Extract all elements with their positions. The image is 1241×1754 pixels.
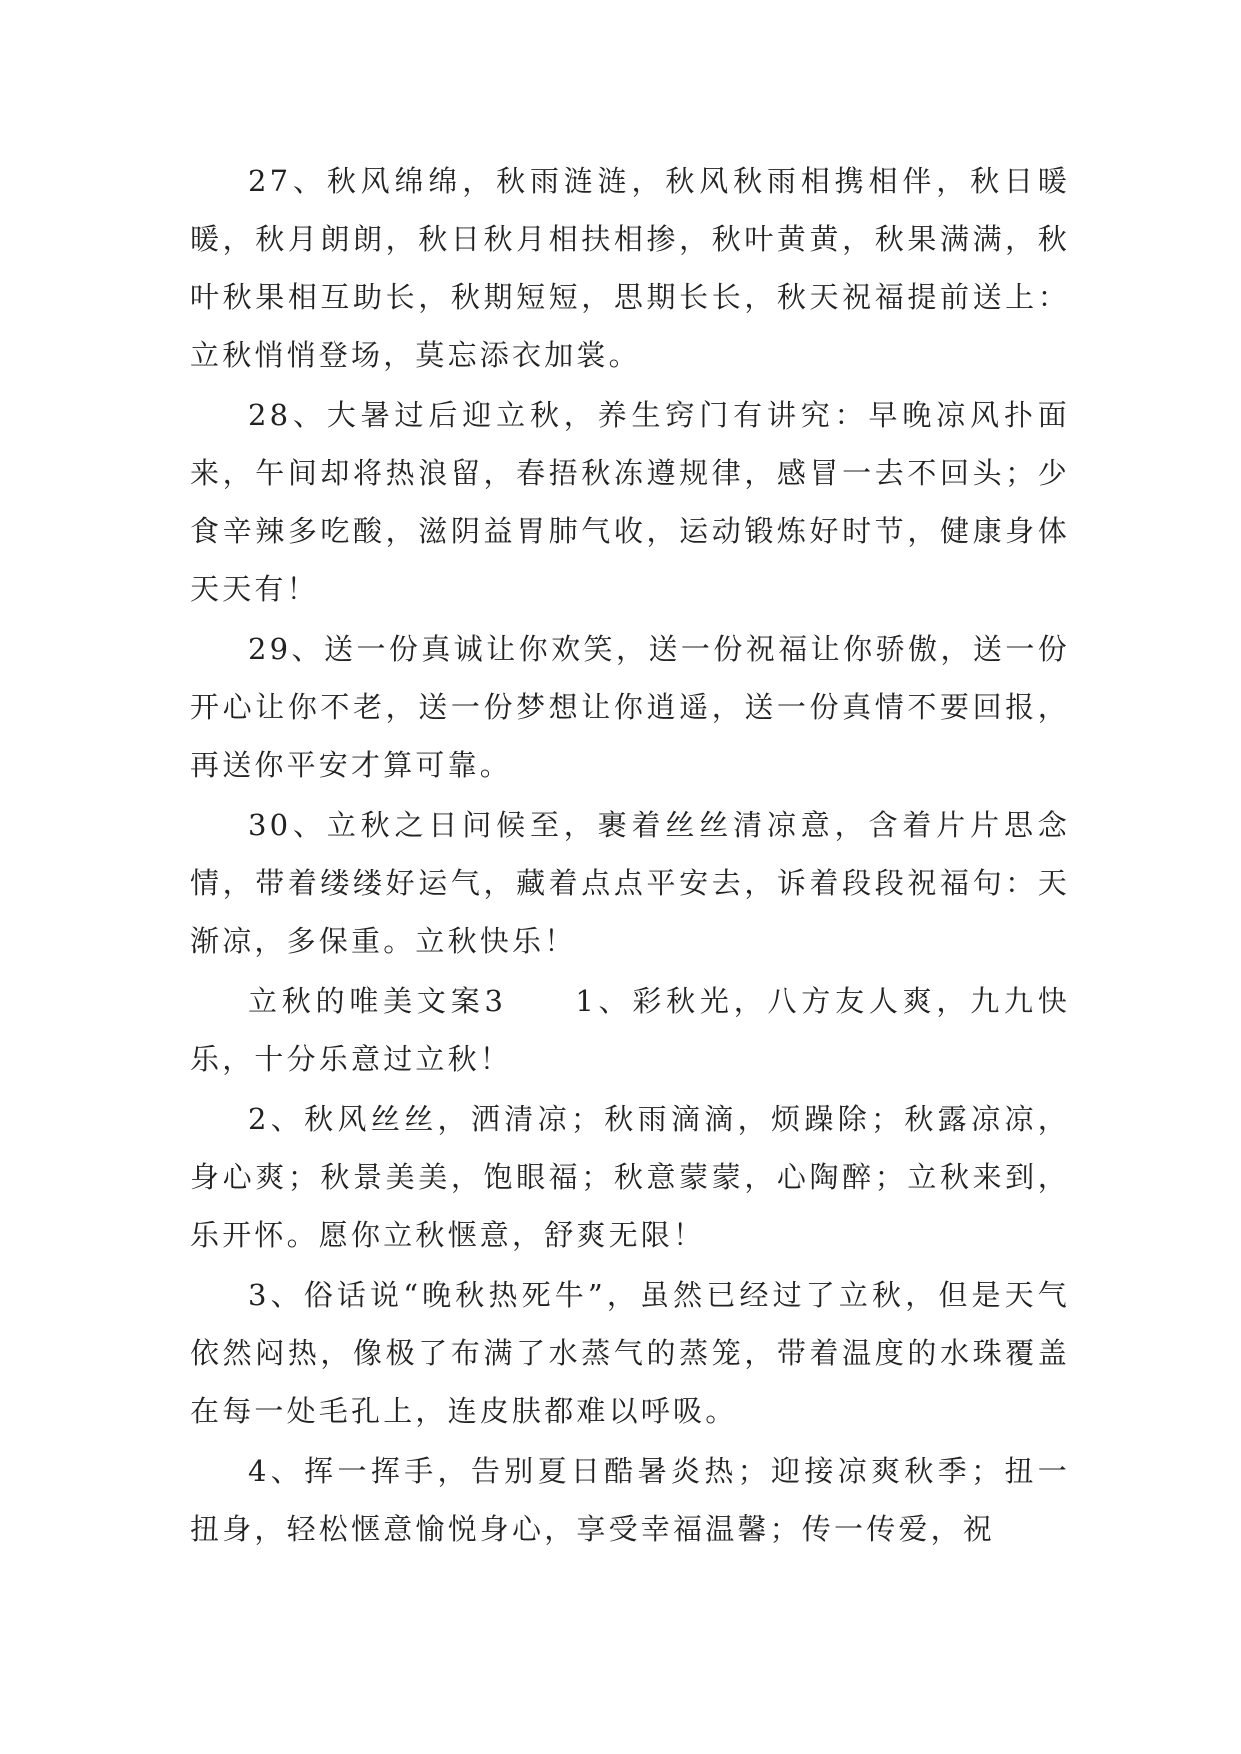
- paragraph-2: 2、秋风丝丝，洒清凉；秋雨滴滴，烦躁除；秋露凉凉，身心爽；秋景美美，饱眼福；秋意蒙蒙，心陶醉；立秋来到，乐开怀。愿你立秋惬意，舒爽无限！: [190, 1102, 1070, 1252]
- paragraph-4: 4、挥一挥手，告别夏日酷暑炎热；迎接凉爽秋季；扭一扭身，轻松惬意愉悦身心，享受幸福温馨；传一传爱，祝: [190, 1454, 1070, 1546]
- section-heading-paragraph: 立秋的唯美文案3 1、彩秋光，八方友人爽，九九快乐，十分乐意过立秋！: [190, 984, 1070, 1076]
- paragraph-3: 3、俗话说“晚秋热死牛”，虽然已经过了立秋，但是天气依然闷热，像极了布满了水蒸气的蒸笼，带着温度的水珠覆盖在每一处毛孔上，连皮肤都难以呼吸。: [190, 1278, 1070, 1428]
- paragraph-28: 28、大暑过后迎立秋，养生窍门有讲究：早晚凉风扑面来，午间却将热浪留，春捂秋冻遵规律，感冒一去不回头；少食辛辣多吃酸，滋阴益胃肺气收，运动锻炼好时节，健康身体天天有！: [190, 398, 1070, 606]
- paragraph-30: 30、立秋之日问候至，裹着丝丝清凉意，含着片片思念情，带着缕缕好运气，藏着点点平安去，诉着段段祝福句：天渐凉，多保重。立秋快乐！: [190, 808, 1070, 958]
- paragraph-29: 29、送一份真诚让你欢笑，送一份祝福让你骄傲，送一份开心让你不老，送一份梦想让你逍遥，送一份真情不要回报，再送你平安才算可靠。: [190, 632, 1070, 782]
- paragraph-27: 27、秋风绵绵，秋雨涟涟，秋风秋雨相携相伴，秋日暖暖，秋月朗朗，秋日秋月相扶相掺，秋叶黄黄，秋果满满，秋叶秋果相互助长，秋期短短，思期长长，秋天祝福提前送上：立秋悄悄登场，莫忘添衣加裳。: [190, 164, 1070, 372]
- document-page: [190, 152, 1070, 1558]
